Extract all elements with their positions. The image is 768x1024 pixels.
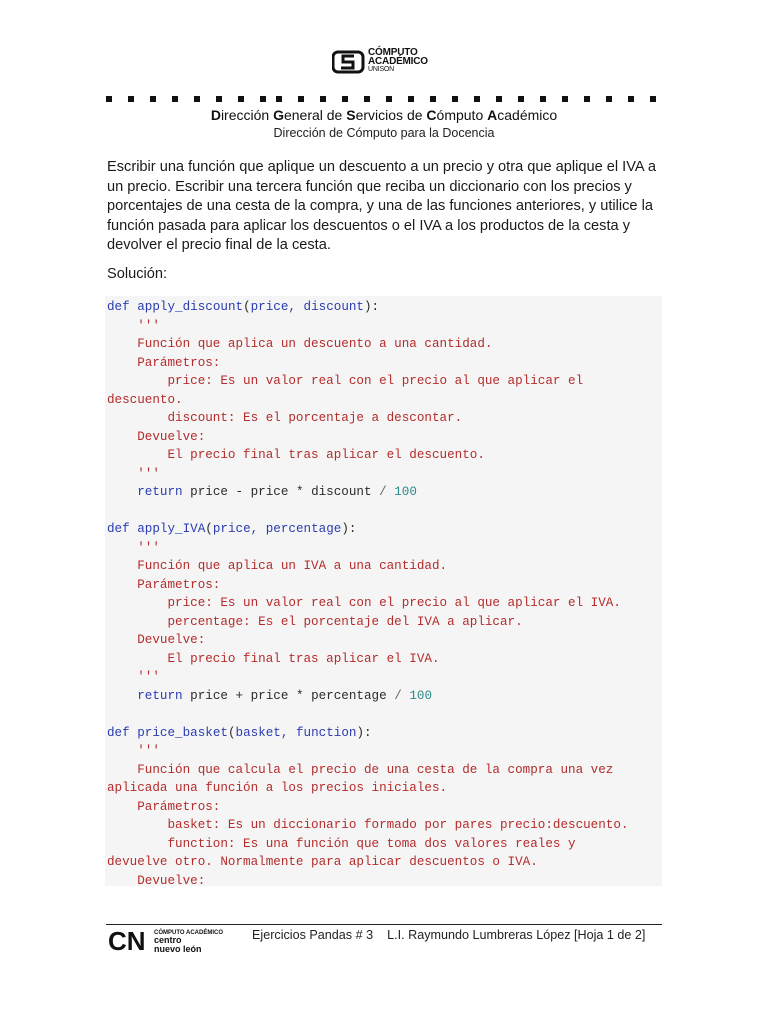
code-line: ''' [107,670,160,684]
params-price-basket: basket, function [235,725,357,740]
return-expr-2: price + price * percentage [182,688,395,703]
separator-square [298,96,304,102]
kw-return-1: return [137,485,183,499]
title-part-3-rest: ervicios de [355,107,427,123]
title-part-5-cap: A [487,107,498,123]
code-line: Devuelve: [107,633,206,647]
kw-return-2: return [137,688,183,703]
separator-square [452,96,458,102]
separator-square [496,96,502,102]
func-name-apply-iva: apply_IVA [137,522,206,536]
separator-square [540,96,546,102]
separator-square [106,96,112,102]
logo-line-3: UNISON [368,66,395,73]
separator-square [518,96,524,102]
code-line: Devuelve: [107,429,206,444]
footer-logo-line-3: nuevo león [154,944,202,954]
title-part-2-cap: G [273,107,284,123]
separator-square [320,96,326,102]
centro-nuevo-leon-logo [108,928,226,954]
logo-line-2: ACADÉMICO [368,56,428,67]
code-line: ''' [107,318,160,333]
separator-square [430,96,436,102]
code-line: price: Es un valor real con el precio al que aplicar el [107,374,584,388]
title-part-5-rest: cadémico [497,107,558,123]
code-line: Función que aplica un IVA a una cantidad. [107,559,448,573]
code-line: El precio final tras aplicar el descuento. [107,448,485,462]
dashed-separator [106,96,662,102]
code-line: ''' [107,744,160,758]
code-line: ''' [107,466,160,481]
footer-text: Ejercicios Pandas # 3 L.I. Raymundo Lumbreras López [Hoja 1 de 2] [252,928,646,942]
separator-square [364,96,370,102]
separator-square [408,96,414,102]
separator-square [650,96,656,102]
code-line: Devuelve: [107,873,206,886]
code-line: function: Es una función que toma dos valores reales y [107,836,576,851]
kw-def-1: def [107,300,130,314]
footer-logo-mark: CN [108,928,146,954]
title-part-3-cap: S [346,107,356,123]
number-100-2: 100 [401,688,433,703]
func-name-price-basket: price_basket [137,725,228,740]
separator-square [386,96,392,102]
code-line: percentage: Es el porcentaje del IVA a aplicar. [107,614,523,629]
title-part-2-rest: eneral de [283,107,347,123]
code-line: ''' [107,540,160,555]
kw-def-2: def [107,522,130,536]
code-line: Parámetros: [107,577,221,592]
code-line: Parámetros: [107,355,221,370]
func-name-apply-discount: apply_discount [137,300,244,314]
code-line: aplicada una función a los precios iniciales. [107,781,448,795]
params-apply-iva: price, percentage [212,522,342,536]
code-line: Parámetros: [107,799,221,814]
number-100-1: 100 [386,485,417,499]
title-part-1-cap: D [210,107,221,123]
separator-square [276,96,282,102]
separator-square [474,96,480,102]
params-apply-discount: price, discount [250,300,364,314]
code-line: devuelve otro. Normalmente para aplicar descuentos o IVA. [107,855,538,869]
code-line: basket: Es un diccionario formado por pares precio:descuento. [107,818,629,832]
separator-square [150,96,156,102]
solution-label: Solución: [107,266,168,282]
operator-divide-1: / [379,485,387,499]
code-line: El precio final tras aplicar el IVA. [107,651,440,666]
separator-square [194,96,200,102]
code-line: Función que aplica un descuento a una cantidad. [107,337,493,351]
title-part-1-rest: irección [220,107,274,123]
footer-logo-line-1: CÓMPUTO ACADÉMICO [154,930,223,936]
separator-square [342,96,348,102]
code-listing: def apply_discount(price, discount): ''' Función que aplica un descuento a una cantidad. Parámetros: price: Es un valor real con el precio al que aplicar el descuento. discount: Es el porcentaje a descontar. Devuelve: El precio final tras aplicar el descuento. ''' return price - price * discount / 100 def apply_IVA(price, percentage): ''' Función que aplica un IVA a una cantidad. Parámetros: price: Es un valor real con el precio al que aplicar el IVA. percentage: Es el porcentaje del IVA a aplicar. Devuelve: El precio final tras aplicar el IVA. ''' return price + price * percentage / 100 def price_basket(basket, function): ''' Función que calcula el precio de una cesta de la compra una vez aplicada una función a los precios iniciales. Parámetros: basket: Es un diccionario formado por pares precio:descuento. function: Es una función que toma dos valores reales y devuelve otro. Normalmente para aplicar descuentos o IVA. Devuelve: [107,300,629,886]
title-part-4-cap: C [426,107,437,123]
separator-square [260,96,266,102]
institution-title [0,107,768,123]
footer-rule [106,924,662,925]
code-block [105,296,662,886]
separator-square [606,96,612,102]
separator-square [238,96,244,102]
separator-square [172,96,178,102]
kw-def-3: def [107,725,130,740]
problem-statement: Escribir una función que aplique un descuento a un precio y otra que aplique el IVA a un precio. Escribir una tercera función que reciba un diccionario con los precios y porcentajes de una cesta de la compra, y una de las funciones anteriores, y utilice la función pasada para aplicar los descuentos o el IVA a los productos de la cesta y devolver el precio final de la cesta. [107,159,656,254]
code-line: price: Es un valor real con el precio al que aplicar el IVA. [107,596,621,610]
code-line: discount: Es el porcentaje a descontar. [107,411,463,425]
logo-wordmark [368,48,428,74]
footer-logo-line-2: centro [154,935,182,945]
code-line: Función que calcula el precio de una cesta de la compra una vez [107,762,614,777]
institution-subtitle: Dirección de Cómputo para la Docencia [273,126,495,140]
separator-square [128,96,134,102]
separator-square [216,96,222,102]
separator-square [628,96,634,102]
logo-line-1: CÓMPUTO [368,47,418,58]
separator-square [584,96,590,102]
code-line: descuento. [107,392,183,407]
return-expr-1: price - price * discount [182,485,380,499]
operator-divide-2: / [394,688,402,703]
separator-square [562,96,568,102]
title-part-4-rest: ómputo [436,107,488,123]
